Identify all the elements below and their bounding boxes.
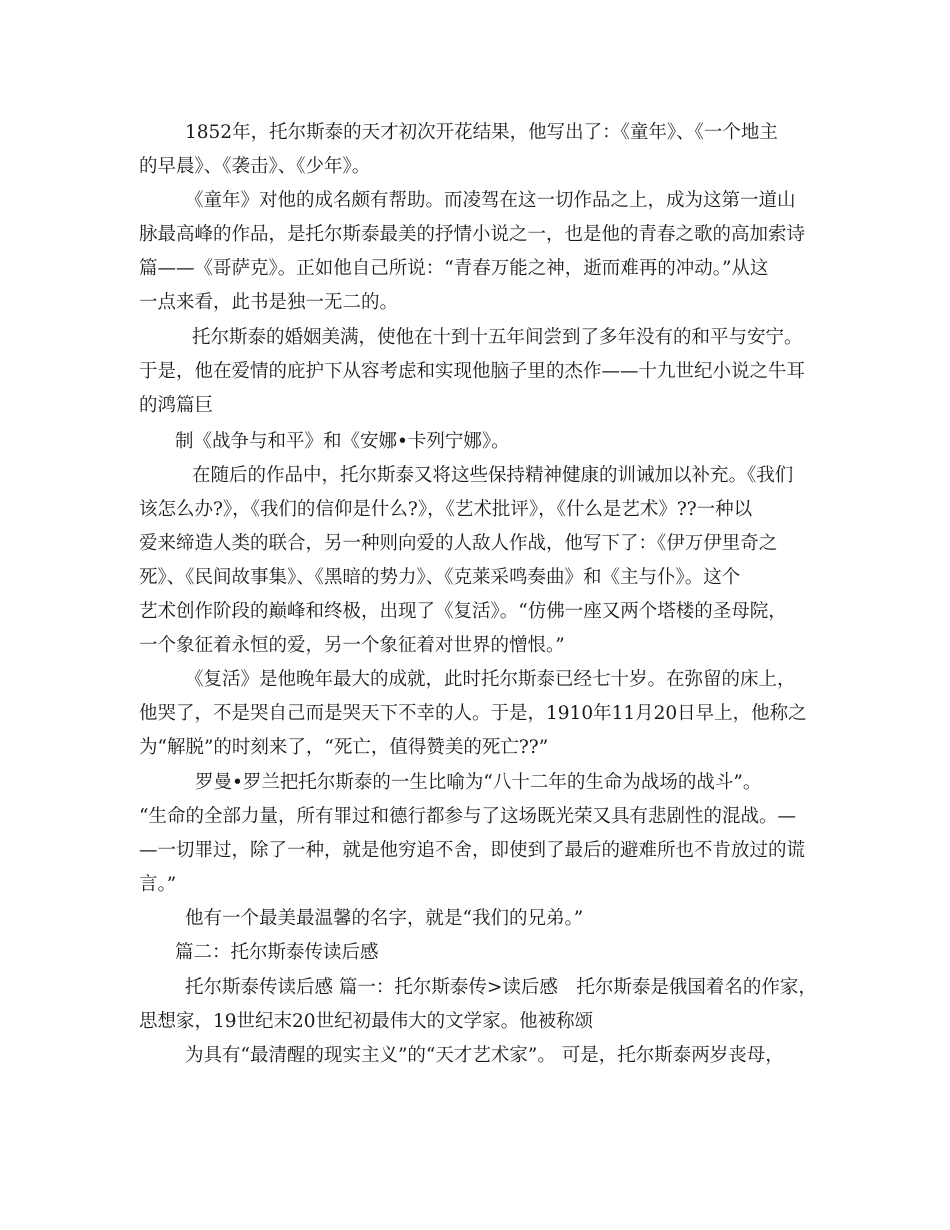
line-22: —一切罪过，除了一种，就是他穷追不舍，即使到了最后的避难所也不肯放过的谎 xyxy=(139,840,806,861)
line-18: 他哭了，不是哭自己而是哭天下不幸的人。于是，1910年11月20日早上，他称之 xyxy=(139,703,807,724)
line-2: 的早晨》、《袭击》、《少年》。 xyxy=(139,156,371,177)
line-24: 他有一个最美最温馨的名字，就是“我们的兄弟。” xyxy=(185,908,584,929)
line-6: 一点来看，此书是独一无二的。 xyxy=(139,292,399,313)
line-1: 1852年，托尔斯泰的天才初次开花结果，他写出了：《童年》、《一个地主 xyxy=(185,122,778,143)
line-14: 死》、《民间故事集》、《黑暗的势力》、《克莱采鸣奏曲》和《主与仆》。这个 xyxy=(139,567,741,588)
line-15: 艺术创作阶段的巅峰和终极，出现了《复活》。“仿佛一座又两个塔楼的圣母院， xyxy=(139,601,787,622)
line-20: 罗曼•罗兰把托尔斯泰的一生比喻为“八十二年的生命为战场的战斗”。 xyxy=(195,772,762,793)
line-8: 于是，他在爱情的庇护下从容考虑和实现他脑子里的杰作——十九世纪小说之牛耳 xyxy=(139,361,806,382)
line-7: 托尔斯泰的婚姻美满，使他在十到十五年间尝到了多年没有的和平与安宁。 xyxy=(192,327,803,348)
line-10: 制《战争与和平》和《安娜•卡列宁娜》。 xyxy=(175,431,510,452)
line-25: 篇二：托尔斯泰传读后感 xyxy=(175,942,379,963)
line-23: 言。” xyxy=(139,874,177,895)
line-16: 一个象征着永恒的爱，另一个象征着对世界的憎恨。” xyxy=(139,635,565,656)
line-4: 脉最高峰的作品，是托尔斯泰最美的抒情小说之一，也是他的青春之歌的高加索诗 xyxy=(139,224,806,245)
line-11: 在随后的作品中，托尔斯泰又将这些保持精神健康的训诫加以补充。《我们 xyxy=(192,465,794,486)
line-26: 托尔斯泰传读后感 篇一：托尔斯泰传>读后感 托尔斯泰是俄国着名的作家， xyxy=(185,977,817,998)
line-28: 为具有“最清醒的现实主义”的“天才艺术家”。 可是，托尔斯泰两岁丧母， xyxy=(185,1045,784,1066)
line-3: 《童年》对他的成名颇有帮助。而凌驾在这一切作品之上，成为这第一道山 xyxy=(185,190,796,211)
line-9: 的鸿篇巨 xyxy=(139,395,214,416)
line-27: 思想家，19世纪末20世纪初最伟大的文学家。他被称颂 xyxy=(139,1011,594,1032)
line-21: “生命的全部力量，所有罪过和德行都参与了这场既光荣又具有悲剧性的混战。— xyxy=(139,806,796,827)
line-13: 爱来缔造人类的联合，另一种则向爱的人敌人作战，他写下了：《伊万伊里奇之 xyxy=(139,533,778,554)
line-5: 篇——《哥萨克》。正如他自己所说：“青春万能之神，逝而难再的冲动。”从这 xyxy=(139,258,769,279)
line-12: 该怎么办?》，《我们的信仰是什么?》，《艺术批评》，《什么是艺术》??一种以 xyxy=(139,499,753,520)
line-19: 为“解脱”的时刻来了，“死亡，值得赞美的死亡??” xyxy=(139,737,549,758)
line-17: 《复活》是他晚年最大的成就，此时托尔斯泰已经七十岁。在弥留的床上， xyxy=(185,669,796,690)
